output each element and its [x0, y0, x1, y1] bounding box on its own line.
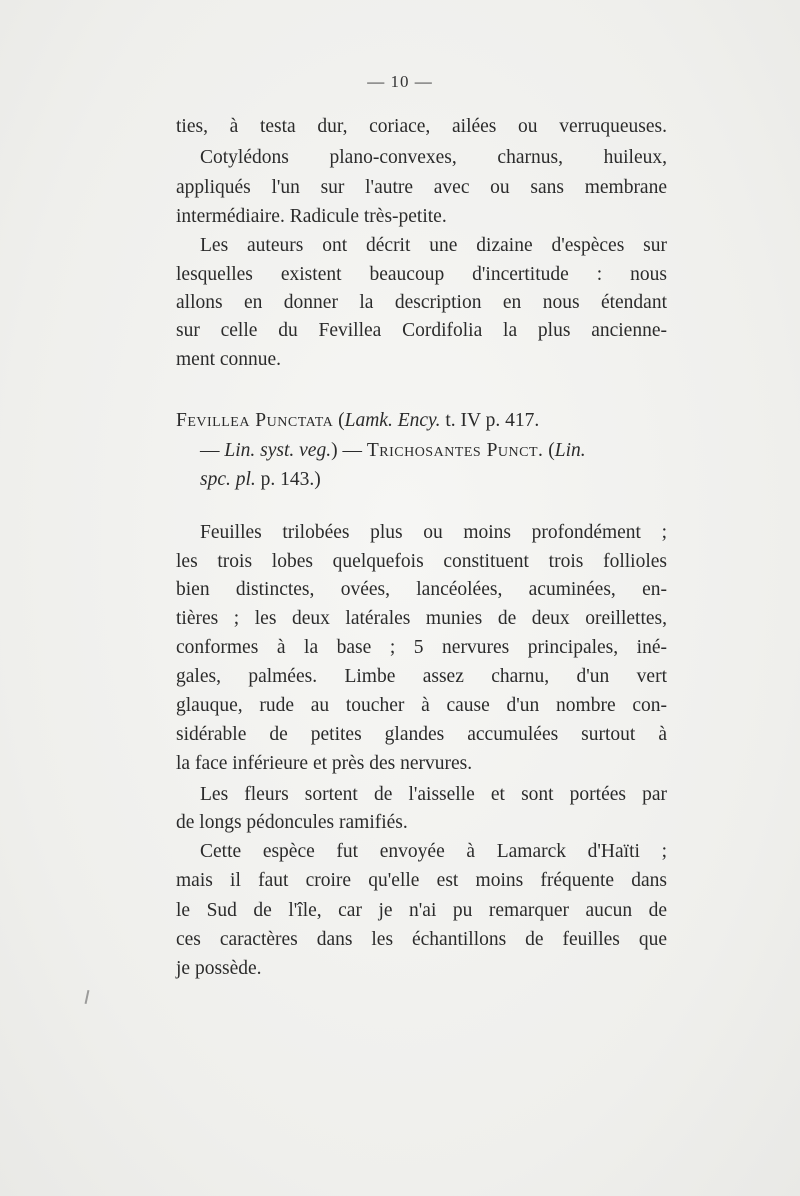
- text-line: sur celle du Fevillea Cordifolia la plus ancienne-: [176, 320, 667, 341]
- heading-separator: ) —: [331, 440, 367, 461]
- text-line: je possède.: [176, 958, 262, 979]
- text-line: Feuilles trilobées plus ou moins profondément ;: [200, 522, 667, 543]
- text-line: mais il faut croire qu'elle est moins fréquente dans: [176, 870, 667, 891]
- text-line: la face inférieure et près des nervures.: [176, 753, 473, 774]
- text-line: ties, à testa dur, coriace, ailées ou verruqueuses.: [176, 116, 667, 137]
- text-line: ment connue.: [176, 349, 282, 370]
- text-line: tières ; les deux latérales munies de deux oreillettes,: [176, 608, 667, 629]
- text-line: conformes à la base ; 5 nervures principales, iné-: [176, 637, 667, 658]
- heading-reference: Lin. syst. veg.: [224, 440, 332, 461]
- margin-mark: [85, 990, 90, 1004]
- species-heading-line-3: [176, 465, 667, 495]
- heading-paren-open: (: [543, 440, 555, 461]
- heading-dash: —: [200, 440, 225, 461]
- text-line: gales, palmées. Limbe assez charnu, d'un vert: [176, 666, 667, 687]
- text-line: sidérable de petites glandes accumulées surtout à: [176, 724, 667, 745]
- text-line: intermédiaire. Radicule très-petite.: [176, 206, 447, 227]
- text-line: allons en donner la description en nous étendant: [176, 292, 667, 313]
- species-name: Fevillea Punctata: [176, 410, 334, 431]
- text-line: ces caractères dans les échantillons de feuilles que: [176, 929, 667, 950]
- text-line: Cotylédons plano-convexes, charnus, huileux,: [200, 147, 667, 168]
- synonym-name: Trichosantes Punct.: [366, 440, 544, 461]
- heading-paren-open: (: [338, 410, 345, 431]
- species-heading-line-2: [176, 436, 667, 466]
- page-number: — 10 —: [367, 72, 433, 91]
- species-heading-line-1: [176, 406, 667, 436]
- heading-reference: spc. pl.: [200, 469, 256, 490]
- text-line: Les auteurs ont décrit une dizaine d'espèces sur: [200, 235, 667, 256]
- heading-author: Lin.: [554, 440, 586, 461]
- text-line: glauque, rude au toucher à cause d'un nombre con-: [176, 695, 667, 716]
- text-line: bien distinctes, ovées, lancéolées, acuminées, en-: [176, 579, 667, 600]
- text-line: appliqués l'un sur l'autre avec ou sans membrane: [176, 177, 667, 198]
- text-line: le Sud de l'île, car je n'ai pu remarquer aucun de: [176, 900, 667, 921]
- text-line: les trois lobes quelquefois constituent trois follioles: [176, 551, 667, 572]
- heading-reference-detail: t. IV p. 417.: [440, 410, 540, 431]
- text-line: lesquelles existent beaucoup d'incertitude : nous: [176, 264, 667, 285]
- heading-reference-detail: p. 143.): [255, 469, 321, 490]
- text-line: Cette espèce fut envoyée à Lamarck d'Haïti ;: [200, 841, 667, 862]
- text-line: de longs pédoncules ramifiés.: [176, 812, 408, 833]
- text-line: Les fleurs sortent de l'aisselle et sont portées par: [200, 784, 667, 805]
- heading-reference: Lamk. Ency.: [344, 410, 441, 431]
